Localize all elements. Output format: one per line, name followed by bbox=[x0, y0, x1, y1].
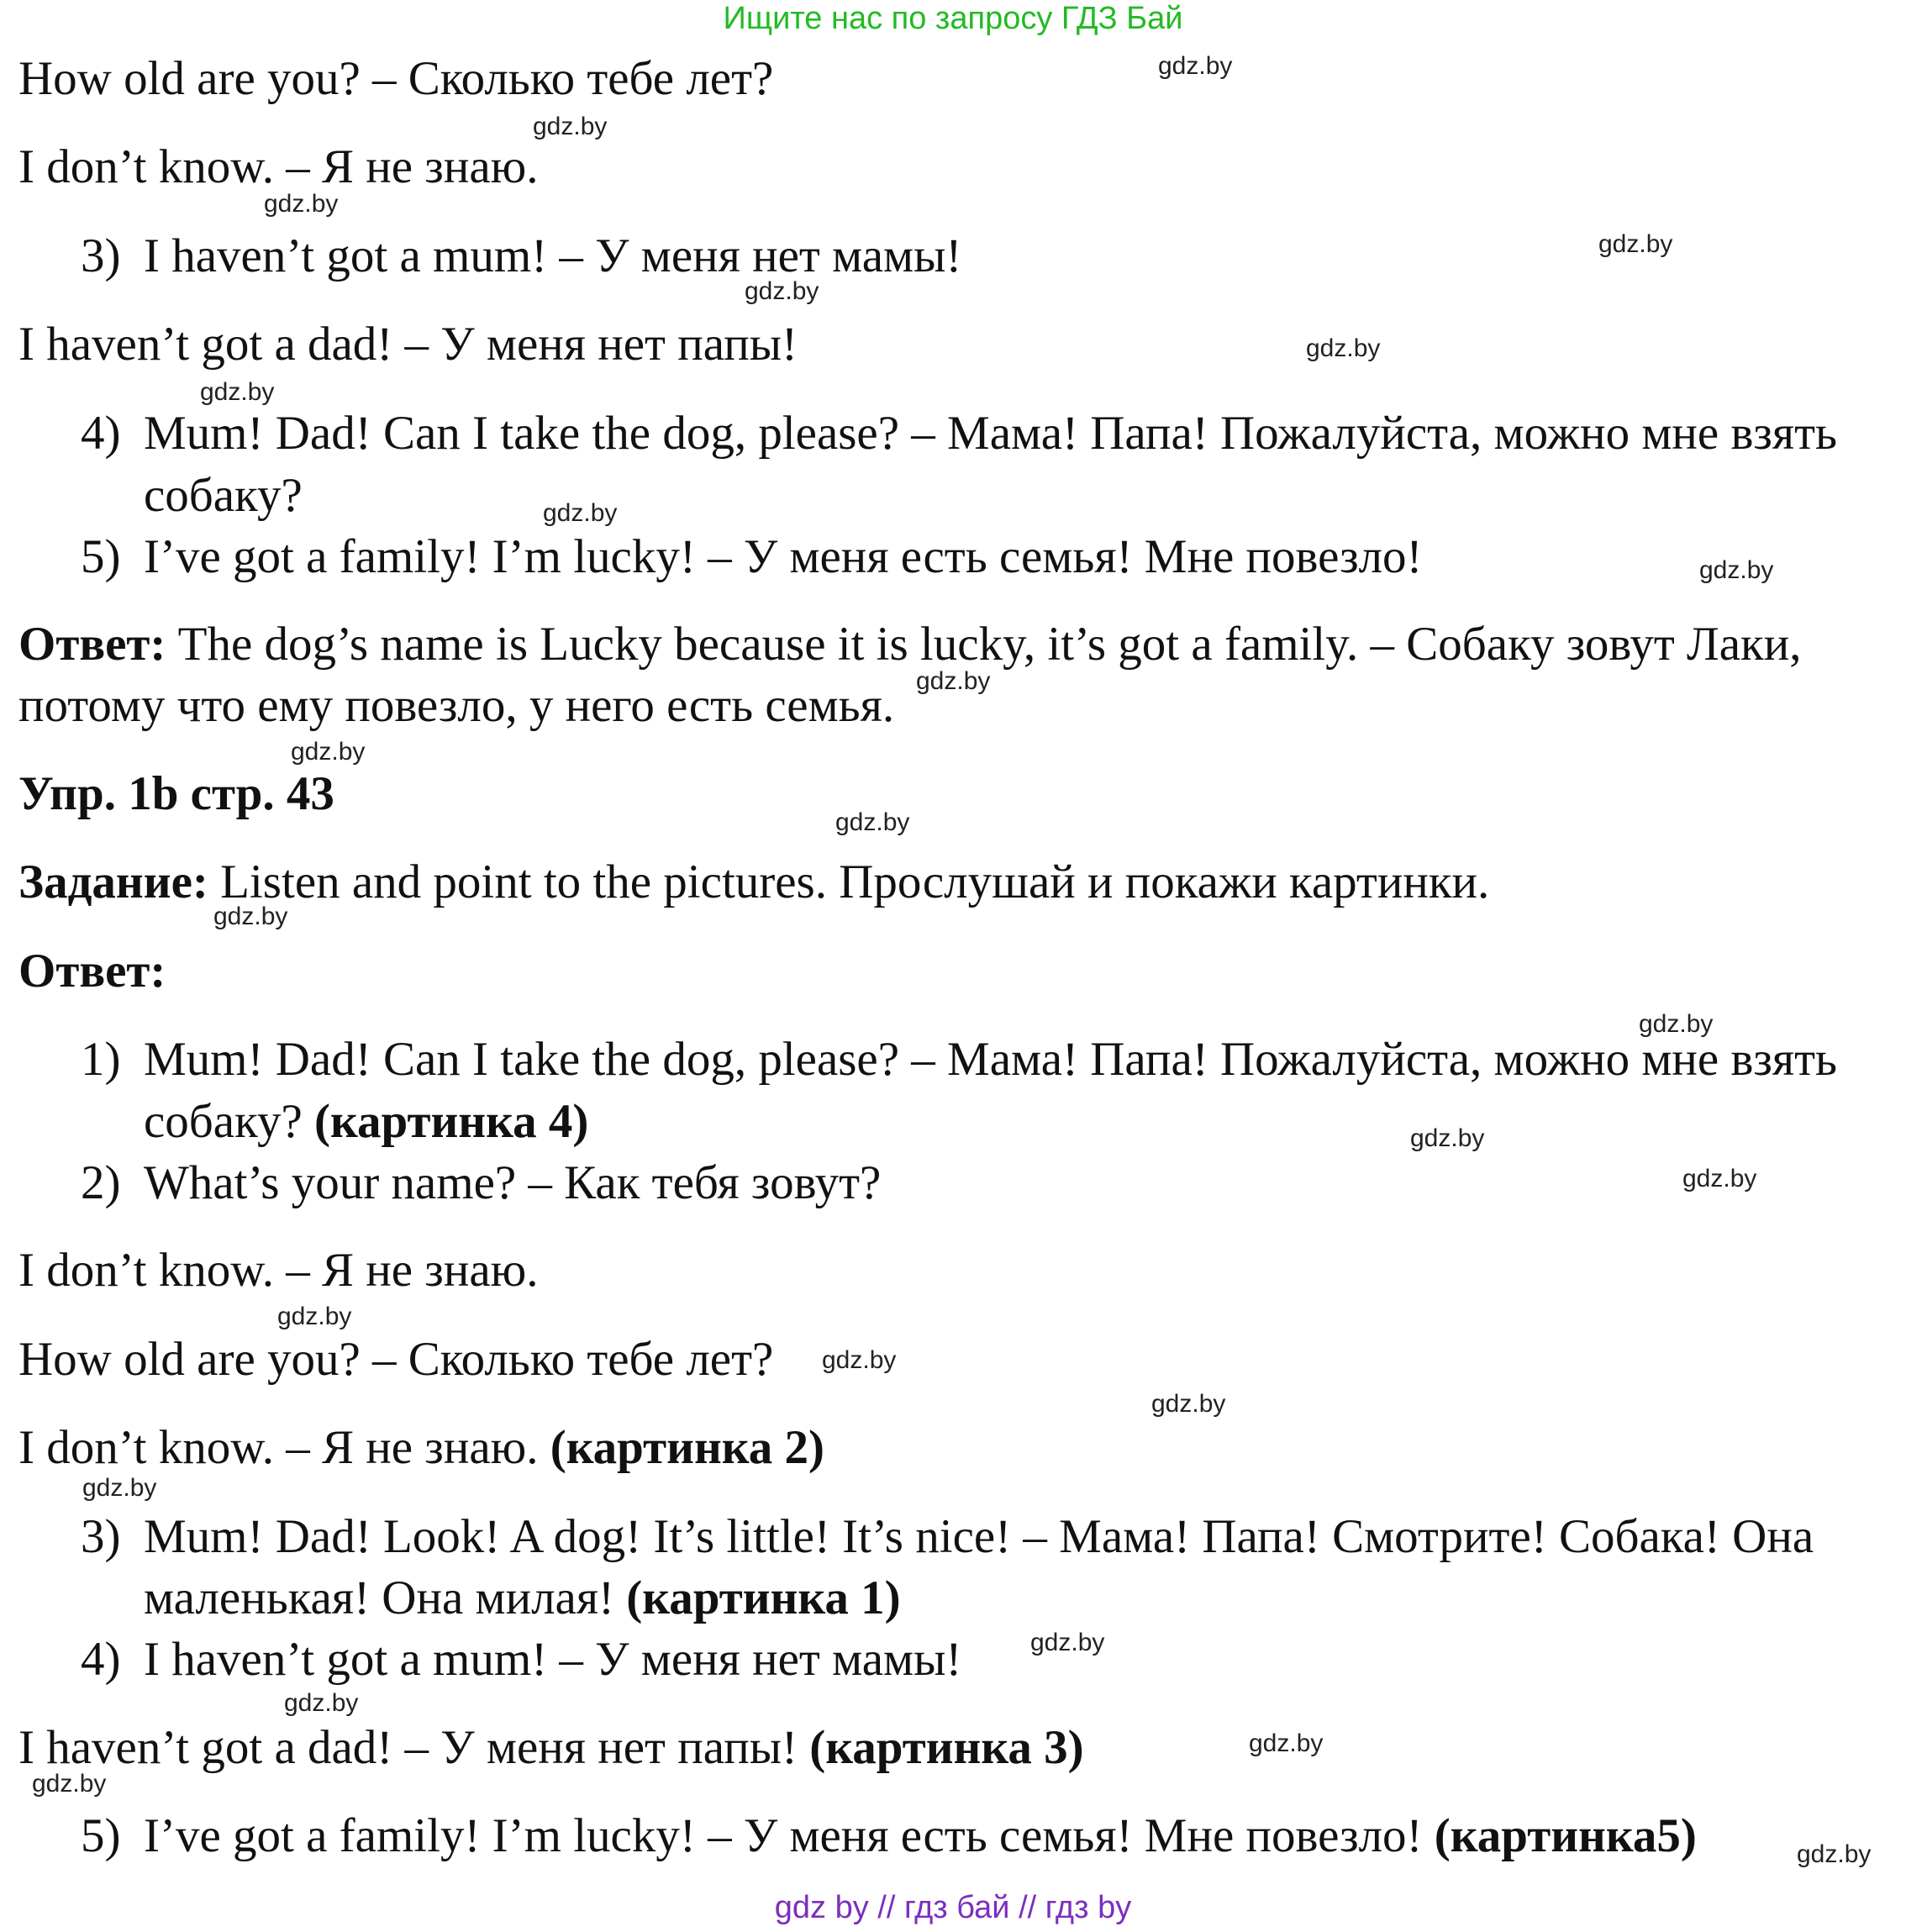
picture-reference: (картинка 4) bbox=[314, 1095, 589, 1148]
task-text: Listen and point to the pictures. Прослушай и покажи картинки. bbox=[208, 855, 1490, 908]
picture-reference: (картинка 1) bbox=[626, 1571, 901, 1624]
answer-item-4-line-2 bbox=[18, 1719, 1084, 1777]
watermark: gdz.by bbox=[1682, 1165, 1757, 1192]
watermark: gdz.by bbox=[291, 738, 366, 766]
list-item-text: I’ve got a family! I’m lucky! – У меня есть семья! Мне повезло! bbox=[144, 530, 1423, 583]
answer-item-5 bbox=[81, 1807, 1697, 1866]
list-item-text: I haven’t got a dad! – У меня нет папы! bbox=[18, 1721, 810, 1774]
watermark: gdz.by bbox=[533, 113, 608, 140]
list-number: 3) bbox=[81, 1510, 121, 1563]
list-item-text: I don’t know. – Я не знаю. bbox=[18, 1421, 550, 1474]
watermark: gdz.by bbox=[200, 378, 275, 406]
answer-paragraph bbox=[18, 615, 1801, 674]
watermark: gdz.by bbox=[1030, 1629, 1105, 1656]
list-number: 5) bbox=[81, 1809, 121, 1862]
watermark: gdz.by bbox=[213, 903, 288, 930]
answer-item-3 bbox=[81, 1508, 1814, 1566]
line-how-old: How old are you? – Сколько тебе лет? bbox=[18, 52, 774, 105]
answer-text: The dog’s name is Lucky because it is lucky, it’s got a family. – Собаку зовут Лаки, bbox=[166, 618, 1802, 671]
task-label: Задание: bbox=[18, 855, 208, 908]
watermark: gdz.by bbox=[1699, 556, 1774, 584]
watermark: gdz.by bbox=[82, 1474, 157, 1502]
list-number: 5) bbox=[81, 530, 121, 583]
watermark: gdz.by bbox=[745, 277, 819, 305]
watermark: gdz.by bbox=[1306, 334, 1381, 362]
watermark: gdz.by bbox=[1797, 1840, 1872, 1868]
answer-item-2-line-2: I don’t know. – Я не знаю. bbox=[18, 1244, 539, 1297]
answer-item-1 bbox=[81, 1030, 1837, 1089]
list-item-text: Mum! Dad! Can I take the dog, please? – Мама! Папа! Пожалуйста, можно мне взять bbox=[144, 407, 1838, 460]
list-item-4-continued: собаку? bbox=[144, 469, 303, 522]
list-item-text: I haven’t got a mum! – У меня нет мамы! bbox=[144, 1633, 962, 1686]
search-hint-header: Ищите нас по запросу ГДЗ Бай bbox=[723, 1, 1183, 36]
list-number: 1) bbox=[81, 1033, 121, 1086]
answer-item-2-line-4 bbox=[18, 1419, 824, 1477]
watermark: gdz.by bbox=[835, 808, 910, 836]
watermark: gdz.by bbox=[32, 1770, 107, 1798]
watermark: gdz.by bbox=[916, 667, 991, 695]
watermark: gdz.by bbox=[822, 1346, 897, 1374]
line-dont-know: I don’t know. – Я не знаю. bbox=[18, 140, 539, 193]
footer-watermark: gdz by // гдз бай // гдз by bbox=[774, 1890, 1132, 1925]
answer-label-2: Ответ: bbox=[18, 945, 166, 998]
list-number: 3) bbox=[81, 229, 121, 282]
watermark: gdz.by bbox=[264, 190, 339, 218]
watermark: gdz.by bbox=[543, 499, 618, 527]
list-item-text: I’ve got a family! I’m lucky! – У меня есть семья! Мне повезло! bbox=[144, 1809, 1435, 1862]
watermark: gdz.by bbox=[1158, 52, 1233, 80]
list-item-text: маленькая! Она милая! bbox=[144, 1571, 627, 1624]
picture-reference: (картинка 3) bbox=[809, 1721, 1084, 1774]
watermark: gdz.by bbox=[1249, 1729, 1324, 1757]
exercise-title: Упр. 1b стр. 43 bbox=[18, 767, 334, 820]
line-no-dad: I haven’t got a dad! – У меня нет папы! bbox=[18, 318, 798, 371]
list-item-5 bbox=[81, 528, 1423, 587]
list-number: 2) bbox=[81, 1156, 121, 1209]
picture-reference: (картинка5) bbox=[1434, 1809, 1697, 1862]
answer-item-3-continued bbox=[144, 1569, 901, 1628]
watermark: gdz.by bbox=[284, 1689, 359, 1717]
list-item-text: Mum! Dad! Can I take the dog, please? – Мама! Папа! Пожалуйста, можно мне взять bbox=[144, 1033, 1838, 1086]
answer-item-1-continued bbox=[144, 1092, 588, 1151]
watermark: gdz.by bbox=[1598, 230, 1673, 258]
watermark: gdz.by bbox=[1639, 1010, 1714, 1038]
watermark: gdz.by bbox=[1410, 1124, 1485, 1152]
watermark: gdz.by bbox=[277, 1303, 352, 1330]
list-number: 4) bbox=[81, 1633, 121, 1686]
list-item-text: What’s your name? – Как тебя зовут? bbox=[144, 1156, 882, 1209]
list-number: 4) bbox=[81, 407, 121, 460]
answer-label: Ответ: bbox=[18, 618, 166, 671]
watermark: gdz.by bbox=[1151, 1390, 1226, 1418]
answer-item-2-line-3: How old are you? – Сколько тебе лет? bbox=[18, 1333, 774, 1386]
answer-item-4 bbox=[81, 1630, 961, 1689]
answer-continued: потому что ему повезло, у него есть семья. bbox=[18, 679, 895, 732]
list-item-text: Mum! Dad! Look! A dog! It’s little! It’s nice! – Мама! Папа! Смотрите! Собака! Она bbox=[144, 1510, 1814, 1563]
list-item-4 bbox=[81, 404, 1837, 463]
picture-reference: (картинка 2) bbox=[550, 1421, 825, 1474]
list-item-3 bbox=[81, 227, 961, 286]
list-item-text: собаку? bbox=[144, 1095, 315, 1148]
answer-item-2 bbox=[81, 1154, 881, 1213]
list-item-text: I haven’t got a mum! – У меня нет мамы! bbox=[144, 229, 962, 282]
